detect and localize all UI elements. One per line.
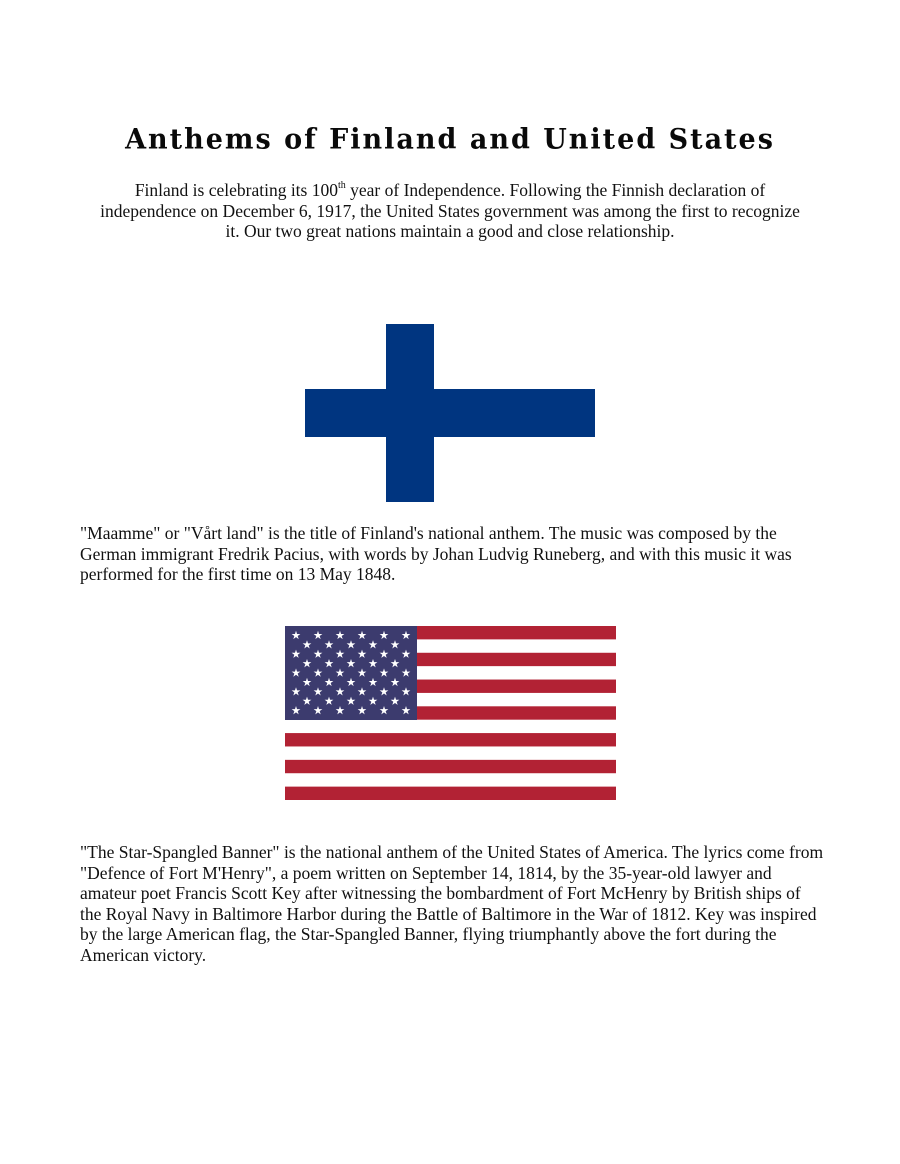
- usa-flag-stripe: [285, 733, 616, 747]
- usa-flag: [285, 626, 616, 800]
- finland-flag-cross-horizontal: [305, 389, 595, 437]
- usa-anthem-paragraph: "The Star-Spangled Banner" is the national anthem of the United States of America. The lyrics come from "Defence of Fort M'Henry", a poem written on September 14, 1814, by the 35-year-old lawyer and amateur poet Francis Scott Key after witnessing the bombardment of Fort McHenry by British ships of the Royal Navy in Baltimore Harbor during the Battle of Baltimore in the War of 1812. Key was inspired by the large American flag, the Star-Spangled Banner, flying triumphantly above the fort during the American victory.: [80, 842, 824, 965]
- intro-text-end: year of Independence. Following the Finnish declaration of independence on December 6, 1917, the United States government was among the first to recognize it. Our two great nations maintain a good and close relationship.: [100, 180, 800, 241]
- finland-flag: [305, 324, 595, 502]
- usa-flag-stripe: [285, 787, 616, 800]
- usa-flag-canton: [285, 626, 417, 720]
- usa-flag-stripe: [285, 746, 616, 760]
- usa-flag-stripe: [285, 760, 616, 774]
- intro-text-start: Finland is celebrating its 100: [134, 180, 338, 200]
- intro-paragraph: [100, 180, 800, 242]
- finland-anthem-paragraph: "Maamme" or "Vårt land" is the title of Finland's national anthem. The music was composed by the German immigrant Fredrik Pacius, with words by Johan Ludvig Runeberg, and with this music it was performed for the first time on 13 May 1848.: [80, 523, 792, 584]
- intro-ordinal-suffix: th: [337, 180, 346, 192]
- page-title: Anthems of Finland and United States: [125, 123, 775, 156]
- usa-flag-stripe: [285, 720, 616, 734]
- usa-flag-stripe: [285, 773, 616, 787]
